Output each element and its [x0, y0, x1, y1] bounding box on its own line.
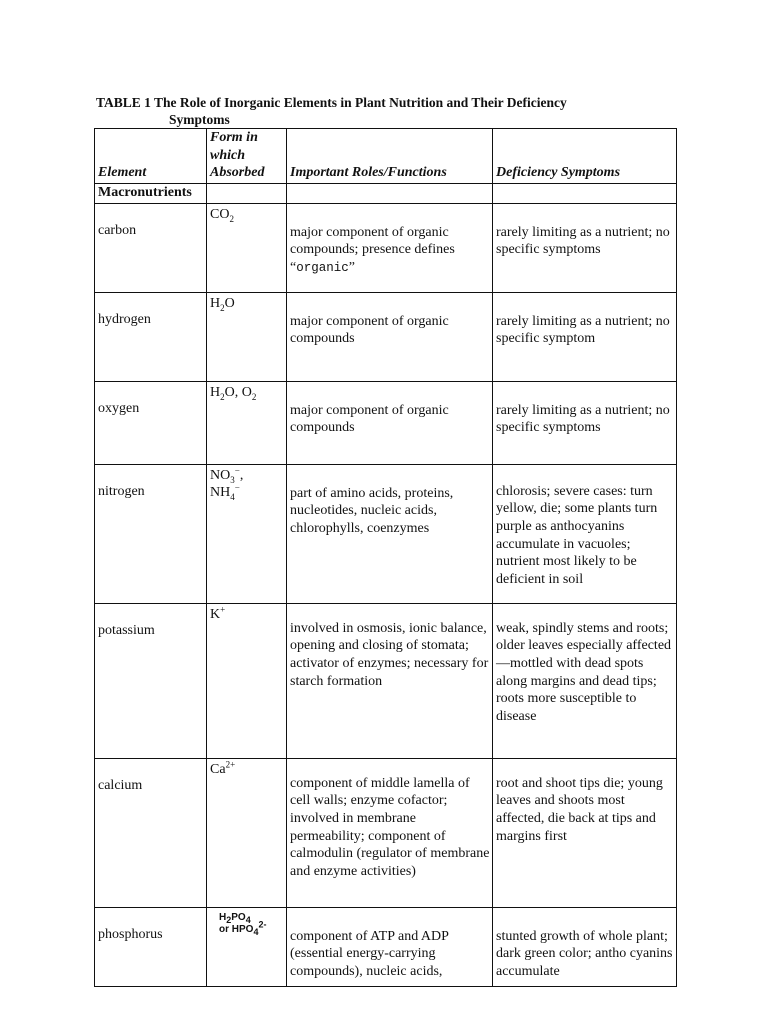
deficiency-cell: rarely limiting as a nutrient; no specific symptoms: [493, 203, 677, 292]
element-cell: calcium: [95, 758, 207, 907]
element-cell: carbon: [95, 203, 207, 292]
table-row: [95, 203, 677, 292]
deficiency-cell: weak, spindly stems and roots; older leaves especially affected—mottled with dead spots along margins and dead tips; roots more susceptible to disease: [493, 603, 677, 758]
element-cell: nitrogen: [95, 464, 207, 603]
roles-cell: component of middle lamella of cell walls; enzyme cofactor; involved in membrane permeability; component of calmodulin (regulator of membrane and enzyme activities): [287, 758, 493, 907]
element-cell: potassium: [95, 603, 207, 758]
header-deficiency: Deficiency Symptoms: [493, 129, 677, 184]
header-form: Form in which Absorbed: [207, 129, 287, 184]
element-cell: phosphorus: [95, 907, 207, 986]
form-cell: $CO_2$: [207, 203, 287, 292]
element-cell: hydrogen: [95, 292, 207, 381]
roles-cell: part of amino acids, proteins, nucleotides, nucleic acids, chlorophylls, coenzymes: [287, 464, 493, 603]
form-cell: $H_2O$, $O_2$: [207, 381, 287, 464]
header-roles: Important Roles/Functions: [287, 129, 493, 184]
form-cell: $H_2PO_4$ or $HPO_4^{2-}$: [207, 907, 287, 986]
roles-cell: major component of organic compounds: [287, 292, 493, 381]
header-element: Element: [95, 129, 207, 184]
roles-cell: component of ATP and ADP (essential energy-carrying compounds), nucleic acids,: [287, 907, 493, 986]
table-row: [95, 603, 677, 758]
section-label: Macronutrients: [95, 183, 207, 203]
form-cell: $NO_3^-$, $NH_4^-$: [207, 464, 287, 603]
header-row: [95, 129, 677, 184]
element-cell: oxygen: [95, 381, 207, 464]
deficiency-cell: stunted growth of whole plant; dark green color; antho cyanins accumulate: [493, 907, 677, 986]
deficiency-cell: root and shoot tips die; young leaves and shoots most affected, die back at tips and margins first: [493, 758, 677, 907]
table-row: [95, 758, 677, 907]
table-row: [95, 381, 677, 464]
roles-cell: major component of organic compounds; presence defines “organic”: [287, 203, 493, 292]
roles-cell: major component of organic compounds: [287, 381, 493, 464]
deficiency-cell: chlorosis; severe cases: turn yellow, die; some plants turn purple as anthocyanins accumulate in vacuoles; nutrient most likely to be deficient in soil: [493, 464, 677, 603]
roles-cell: involved in osmosis, ionic balance, opening and closing of stomata; activator of enzymes; necessary for starch formation: [287, 603, 493, 758]
nutrition-table: [94, 128, 677, 987]
deficiency-cell: rarely limiting as a nutrient; no specific symptom: [493, 292, 677, 381]
table-row: [95, 292, 677, 381]
form-cell: $Ca^{2+}$: [207, 758, 287, 907]
form-cell: K+: [207, 603, 287, 758]
form-cell: $H_2O$: [207, 292, 287, 381]
table-row: [95, 907, 677, 986]
deficiency-cell: rarely limiting as a nutrient; no specific symptoms: [493, 381, 677, 464]
section-row: [95, 183, 677, 203]
caption-line-1: TABLE 1 The Role of Inorganic Elements in Plant Nutrition and Their Deficiency: [96, 95, 567, 110]
table-caption: [96, 94, 676, 128]
table-row: [95, 464, 677, 603]
caption-line-2: Symptoms: [169, 112, 230, 127]
